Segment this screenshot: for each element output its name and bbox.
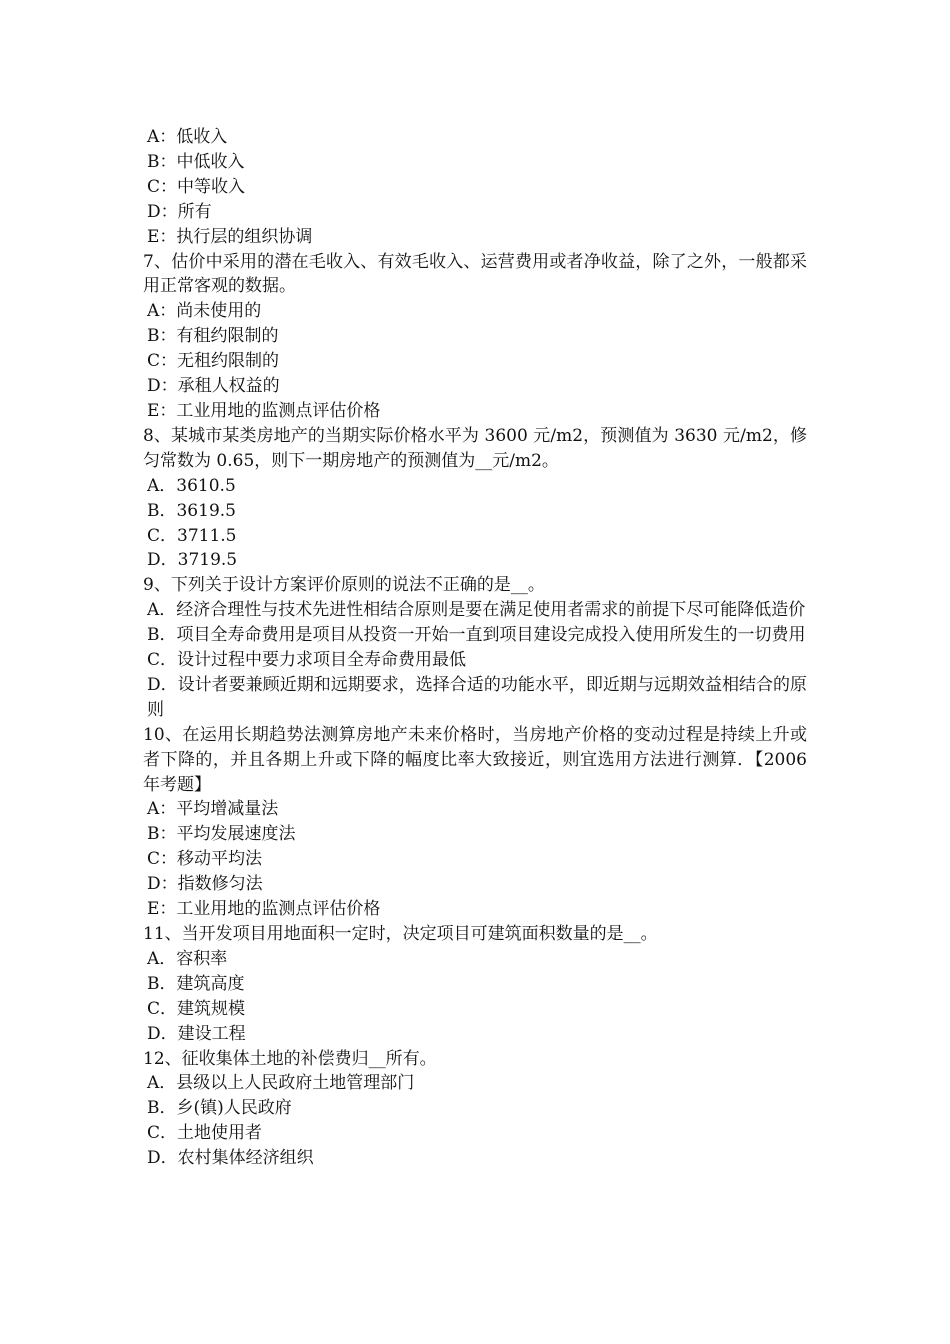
option-line: C：无租约限制的	[147, 351, 280, 372]
option-line: A：平均增减量法	[147, 799, 279, 820]
option-line: D：指数修匀法	[147, 874, 263, 895]
option-line: E：工业用地的监测点评估价格	[147, 400, 381, 421]
option-line: B：平均发展速度法	[147, 824, 296, 845]
option-line: B．项目全寿命费用是项目从投资一开始一直到项目建设完成投入使用所发生的一切费用	[147, 625, 806, 646]
option-line: A．3610.5	[147, 475, 236, 496]
option-line: A．容积率	[147, 948, 228, 969]
option-line: A：低收入	[147, 127, 228, 147]
option-line: D．建设工程	[147, 1023, 246, 1044]
option-line: B．乡(镇)人民政府	[147, 1098, 292, 1119]
option-line: B：中低收入	[147, 151, 245, 172]
option-line: B．3619.5	[147, 500, 236, 521]
option-line: A．县级以上人民政府土地管理部门	[147, 1073, 415, 1094]
option-line: D：所有	[147, 201, 212, 222]
option-line: D．农村集体经济组织	[147, 1148, 314, 1169]
question-8: 8、某城市某类房地产的当期实际价格水平为 3600 元/m2，预测值为 3630 元/m2，修匀常数为 0.65，则下一期房地产的预测值为__元/m2。	[143, 425, 807, 471]
option-line: D．设计者要兼顾近期和远期要求，选择合适的功能水平，即近期与远期效益相结合的原则	[147, 674, 807, 720]
option-line: C．3711.5	[147, 525, 237, 546]
document-body	[143, 125, 813, 1171]
option-line: C．建筑规模	[147, 998, 246, 1019]
option-line: C：中等收入	[147, 176, 246, 197]
question-7: 7、估价中采用的潜在毛收入、有效毛收入、运营费用或者净收益，除了之外，一般都采用正常客观的数据。	[143, 251, 807, 297]
option-line: C：移动平均法	[147, 849, 263, 870]
question-10: 10、在运用长期趋势法测算房地产未来价格时，当房地产价格的变动过程是持续上升或者下降的，并且各期上升或下降的幅度比率大致接近，则宜选用方法进行测算．【2006 年考题】	[143, 724, 813, 795]
option-line: B．建筑高度	[147, 973, 245, 994]
option-line: E：工业用地的监测点评估价格	[147, 899, 381, 920]
question-12: 12、征收集体土地的补偿费归__所有。	[143, 1048, 437, 1069]
option-line: C．土地使用者	[147, 1123, 263, 1144]
option-line: D．3719.5	[147, 550, 238, 571]
option-line: A．经济合理性与技术先进性相结合原则是要在满足使用者需求的前提下尽可能降低造价	[147, 600, 806, 621]
option-line: C．设计过程中要力求项目全寿命费用最低	[147, 650, 467, 671]
question-11: 11、当开发项目用地面积一定时，决定项目可建筑面积数量的是__。	[143, 924, 658, 944]
question-9: 9、下列关于设计方案评价原则的说法不正确的是__。	[143, 575, 545, 596]
option-line: E：执行层的组织协调	[147, 226, 313, 247]
option-line: D：承租人权益的	[147, 376, 280, 397]
option-line: B：有租约限制的	[147, 326, 279, 347]
option-line: A：尚未使用的	[147, 301, 262, 322]
